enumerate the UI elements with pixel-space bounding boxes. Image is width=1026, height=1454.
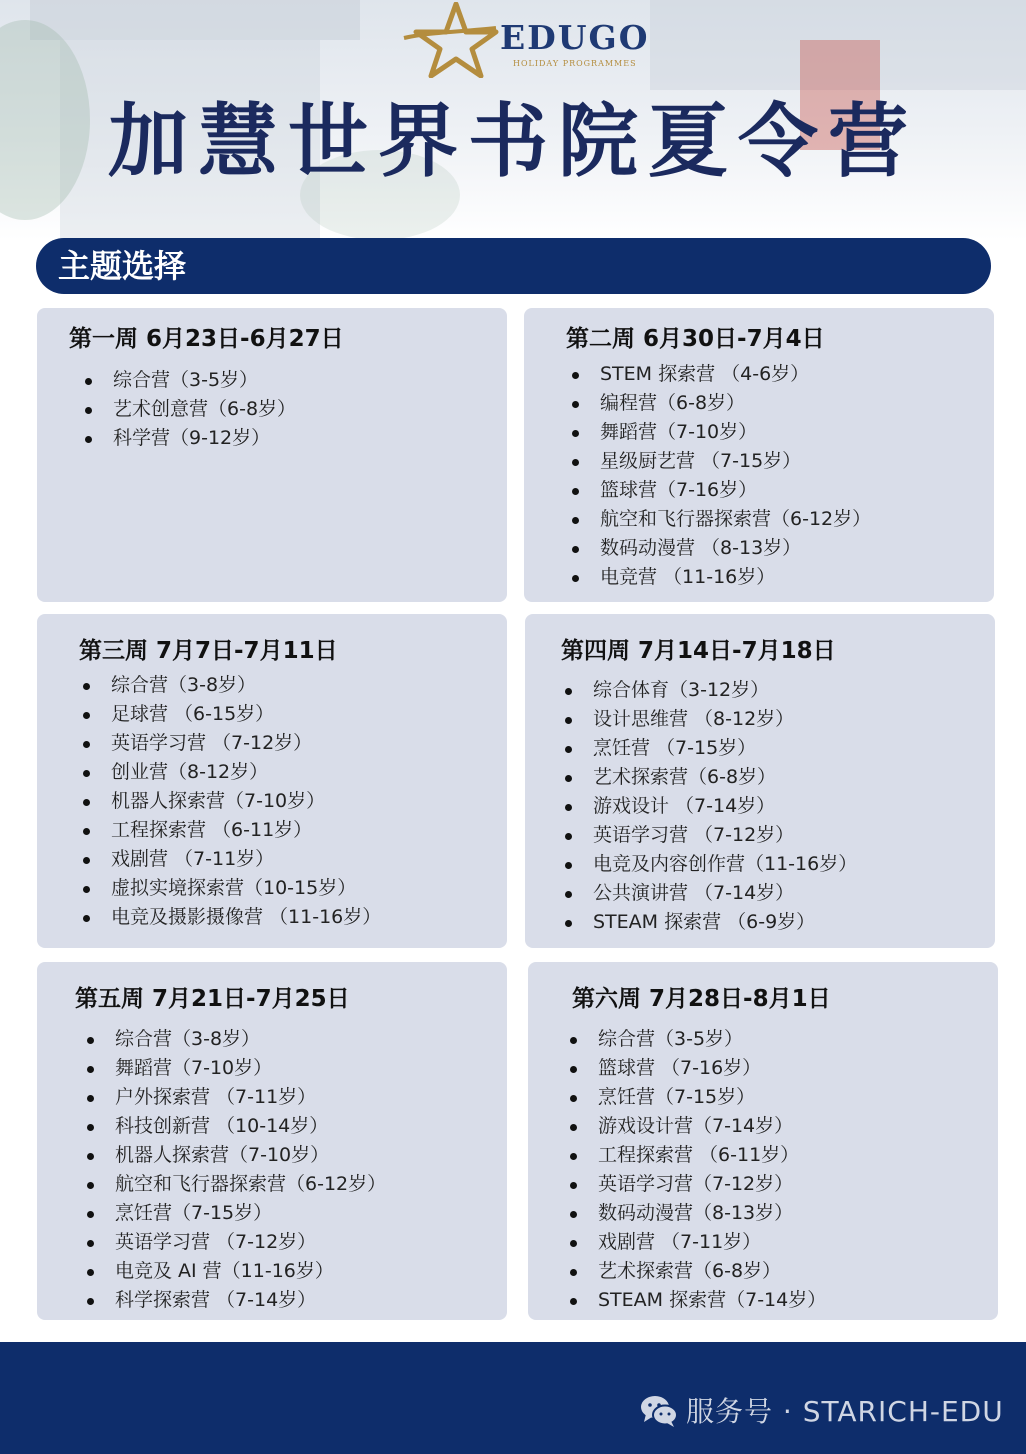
list-item: 英语学习营（7-12岁） (566, 1170, 826, 1199)
list-item: 戏剧营 （7-11岁） (79, 845, 381, 874)
star-logo-icon (400, 2, 500, 78)
list-item: 篮球营（7-16岁） (568, 476, 871, 505)
week-title: 第一周 6月23日-6月27日 (69, 326, 344, 352)
footer-account-label: 服务号 · STARICH-EDU (686, 1395, 1004, 1428)
list-item: 艺术创意营（6-8岁） (81, 395, 296, 424)
week-card-2 (524, 308, 994, 602)
week-card-6 (528, 962, 998, 1320)
list-item: 电竞及摄影摄像营 （11-16岁） (79, 903, 381, 932)
list-item: 科学探索营 （7-14岁） (83, 1286, 386, 1315)
list-item: 户外探索营 （7-11岁） (83, 1083, 386, 1112)
week-title: 第六周 7月28日-8月1日 (572, 986, 831, 1012)
week-card-4 (525, 614, 995, 948)
list-item: 科学营（9-12岁） (81, 424, 296, 453)
list-item: 综合营（3-8岁） (79, 671, 381, 700)
logo-tagline: HOLIDAY PROGRAMMES (513, 59, 637, 68)
list-item: 创业营（8-12岁） (79, 758, 381, 787)
week-title: 第四周 7月14日-7月18日 (561, 638, 836, 664)
list-item: 编程营（6-8岁） (568, 389, 871, 418)
camp-list (568, 360, 871, 592)
wechat-icon (640, 1394, 678, 1428)
camp-list (79, 671, 381, 932)
list-item: 虚拟实境探索营（10-15岁） (79, 874, 381, 903)
edugo-logo (400, 2, 650, 78)
list-item: 数码动漫营 （8-13岁） (568, 534, 871, 563)
list-item: 航空和飞行器探索营（6-12岁） (568, 505, 871, 534)
week-title: 第二周 6月30日-7月4日 (566, 326, 825, 352)
list-item: 烹饪营 （7-15岁） (561, 734, 857, 763)
section-header-label: 主题选择 (58, 247, 187, 285)
list-item: 足球营 （6-15岁） (79, 700, 381, 729)
list-item: 机器人探索营（7-10岁） (79, 787, 381, 816)
camp-list (83, 1025, 386, 1315)
list-item: 英语学习营 （7-12岁） (83, 1228, 386, 1257)
list-item: 公共演讲营 （7-14岁） (561, 879, 857, 908)
list-item: 游戏设计 （7-14岁） (561, 792, 857, 821)
list-item: 工程探索营 （6-11岁） (566, 1141, 826, 1170)
list-item: 综合体育（3-12岁） (561, 676, 857, 705)
list-item: 篮球营 （7-16岁） (566, 1054, 826, 1083)
list-item: 艺术探索营（6-8岁） (566, 1257, 826, 1286)
list-item: 综合营（3-8岁） (83, 1025, 386, 1054)
logo-wordmark: EDUGO (500, 18, 650, 57)
list-item: 电竞及内容创作营（11-16岁） (561, 850, 857, 879)
week-card-5 (37, 962, 507, 1320)
list-item: STEM 探索营 （4-6岁） (568, 360, 871, 389)
list-item: 机器人探索营（7-10岁） (83, 1141, 386, 1170)
camp-list (81, 366, 296, 453)
list-item: 数码动漫营（8-13岁） (566, 1199, 826, 1228)
list-item: 烹饪营（7-15岁） (566, 1083, 826, 1112)
list-item: 英语学习营 （7-12岁） (79, 729, 381, 758)
list-item: 综合营（3-5岁） (81, 366, 296, 395)
list-item: 烹饪营（7-15岁） (83, 1199, 386, 1228)
list-item: 舞蹈营（7-10岁） (83, 1054, 386, 1083)
week-card-3 (37, 614, 507, 948)
list-item: 游戏设计营（7-14岁） (566, 1112, 826, 1141)
week-card-1 (37, 308, 507, 602)
list-item: STEAM 探索营 （6-9岁） (561, 908, 857, 937)
week-title: 第三周 7月7日-7月11日 (79, 638, 338, 664)
list-item: 航空和飞行器探索营（6-12岁） (83, 1170, 386, 1199)
list-item: 艺术探索营（6-8岁） (561, 763, 857, 792)
list-item: 星级厨艺营 （7-15岁） (568, 447, 871, 476)
camp-list (561, 676, 857, 937)
list-item: 电竞营 （11-16岁） (568, 563, 871, 592)
section-header-bar (36, 238, 991, 294)
list-item: 综合营（3-5岁） (566, 1025, 826, 1054)
list-item: 设计思维营 （8-12岁） (561, 705, 857, 734)
week-title: 第五周 7月21日-7月25日 (75, 986, 350, 1012)
list-item: 英语学习营 （7-12岁） (561, 821, 857, 850)
list-item: 舞蹈营（7-10岁） (568, 418, 871, 447)
list-item: 电竞及 AI 营（11-16岁） (83, 1257, 386, 1286)
list-item: 工程探索营 （6-11岁） (79, 816, 381, 845)
list-item: STEAM 探索营（7-14岁） (566, 1286, 826, 1315)
camp-list (566, 1025, 826, 1315)
list-item: 科技创新营 （10-14岁） (83, 1112, 386, 1141)
list-item: 戏剧营 （7-11岁） (566, 1228, 826, 1257)
page-title: 加慧世界书院夏令营 (108, 95, 918, 188)
